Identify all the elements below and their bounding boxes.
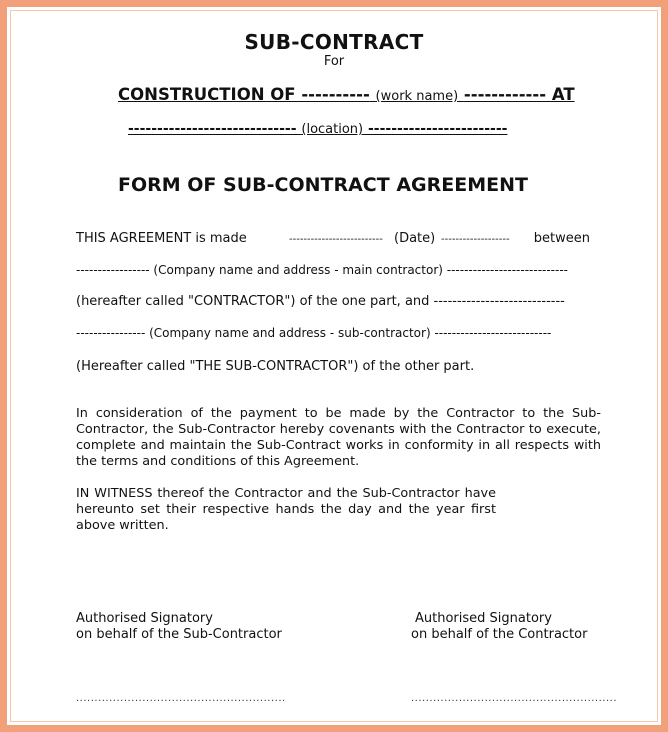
agreement-start: THIS AGREEMENT is made <box>76 231 247 246</box>
date-placeholder: (Date) <box>394 231 436 246</box>
location-line <box>128 121 507 137</box>
form-title: FORM OF SUB-CONTRACT AGREEMENT <box>118 174 528 196</box>
signature-line-left: ......................................................... <box>76 693 286 704</box>
construction-suffix: ------------ AT <box>463 85 575 104</box>
signature-block-right <box>411 611 587 643</box>
sub-contractor-called-line: (Hereafter called "THE SUB-CONTRACTOR") of the other part. <box>76 359 475 374</box>
signatory-title-right: Authorised Signatory <box>415 611 552 626</box>
location-placeholder: (location) <box>301 122 364 137</box>
signatory-behalf-right: on behalf of the Contractor <box>411 627 588 642</box>
consideration-paragraph: In consideration of the payment to be made by the Contractor to the Sub-Contractor, the Sub-Contractor hereby covenants with the Contractor to execute, complete and maintain the Sub-Contract works in conformity in all respects with the terms and conditions of this Agreement. <box>76 406 601 469</box>
signatory-behalf-left: on behalf of the Sub-Contractor <box>76 627 282 642</box>
document-title: SUB-CONTRACT <box>244 30 424 54</box>
agreement-line <box>76 231 590 246</box>
date-dashes-left: -------------------------- <box>289 234 383 245</box>
witness-paragraph: IN WITNESS thereof the Contractor and the Sub-Contractor have hereunto set their respective hands the day and the year first above written. <box>76 486 496 533</box>
work-name-placeholder: (work name) <box>375 89 459 104</box>
location-prefix: ----------------------------- <box>128 121 297 137</box>
date-dashes-right: ------------------- <box>441 234 510 245</box>
sub-contractor-line: ---------------- (Company name and address - sub-contractor) --------------------------- <box>76 326 552 340</box>
construction-prefix: CONSTRUCTION OF ---------- <box>118 85 370 104</box>
agreement-between: between <box>533 231 590 246</box>
signatory-title-left: Authorised Signatory <box>76 611 213 626</box>
for-label: For <box>323 54 345 69</box>
signature-line-right: ........................................................ <box>411 693 618 704</box>
location-suffix: ------------------------ <box>368 121 508 137</box>
contractor-line: (hereafter called "CONTRACTOR") of the one part, and ---------------------------- <box>76 294 565 309</box>
construction-line <box>118 85 575 104</box>
signature-block-left <box>76 611 282 643</box>
main-contractor-line: ----------------- (Company name and address - main contractor) ---------------------------- <box>76 263 568 277</box>
